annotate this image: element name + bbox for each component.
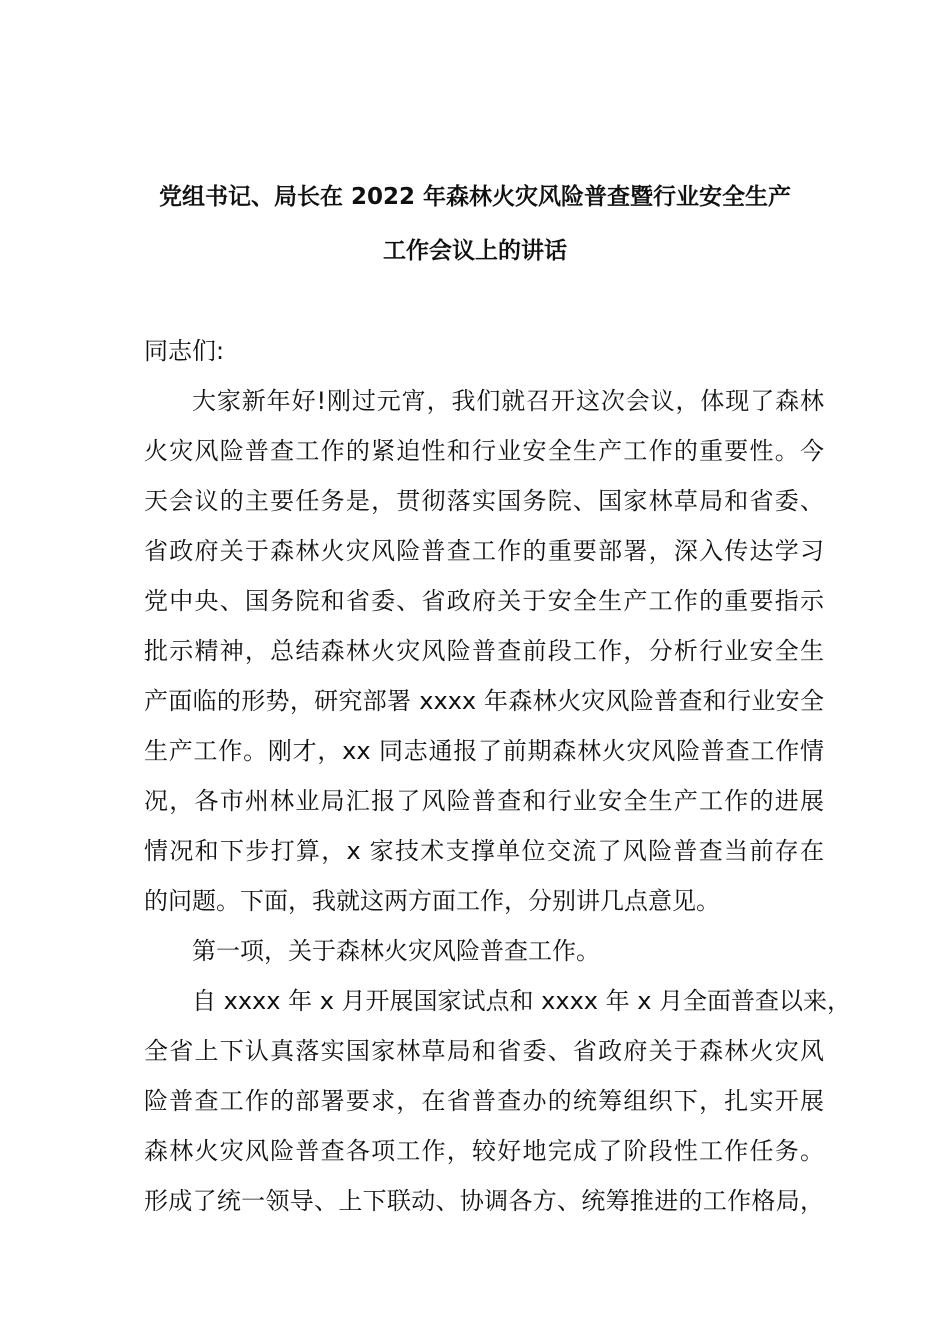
paragraph-1-line-2: 火灾风险普查工作的紧迫性和行业安全生产工作的重要性。今 — [144, 437, 824, 465]
paragraph-3-line-3: 险普查工作的部署要求，在省普查办的统筹组织下，扎实开展 — [144, 1087, 824, 1115]
paragraph-1-line-9: 况，各市州林业局汇报了风险普查和行业安全生产工作的进展 — [144, 787, 824, 815]
paragraph-1-line-3: 天会议的主要任务是，贯彻落实国务院、国家林草局和省委、 — [144, 487, 824, 515]
paragraph-1-line-5: 党中央、国务院和省委、省政府关于安全生产工作的重要指示 — [144, 587, 824, 615]
document-title-line-2: 工作会议上的讲话 — [383, 238, 567, 264]
paragraph-1-line-8: 生产工作。刚才，xx 同志通报了前期森林火灾风险普查工作情 — [144, 737, 824, 765]
paragraph-3-line-4: 森林火灾风险普查各项工作，较好地完成了阶段性工作任务。 — [144, 1137, 824, 1165]
salutation: 同志们: — [144, 337, 225, 365]
paragraph-1-line-1: 大家新年好!刚过元宵，我们就召开这次会议，体现了森林 — [192, 387, 824, 415]
document-title-line-1: 党组书记、局长在 2022 年森林火灾风险普查暨行业安全生产 — [158, 184, 792, 210]
section-heading-1: 第一项，关于森林火灾风险普查工作。 — [192, 937, 600, 965]
paragraph-1-line-6: 批示精神，总结森林火灾风险普查前段工作，分析行业安全生 — [144, 637, 824, 665]
paragraph-3-line-2: 全省上下认真落实国家林草局和省委、省政府关于森林火灾风 — [144, 1037, 824, 1065]
paragraph-1-line-7: 产面临的形势，研究部署 xxxx 年森林火灾风险普查和行业安全 — [144, 687, 824, 715]
paragraph-1-line-4: 省政府关于森林火灾风险普查工作的重要部署，深入传达学习 — [144, 537, 824, 565]
paragraph-1-line-11: 的问题。下面，我就这两方面工作，分别讲几点意见。 — [144, 887, 720, 915]
paragraph-1-line-10: 情况和下步打算，x 家技术支撑单位交流了风险普查当前存在 — [144, 837, 824, 865]
paragraph-3-line-5: 形成了统一领导、上下联动、协调各方、统筹推进的工作格局， — [144, 1187, 824, 1215]
document-body — [144, 334, 852, 1234]
paragraph-3-line-1: 自 xxxx 年 x 月开展国家试点和 xxxx 年 x 月全面普查以来， — [192, 987, 852, 1015]
